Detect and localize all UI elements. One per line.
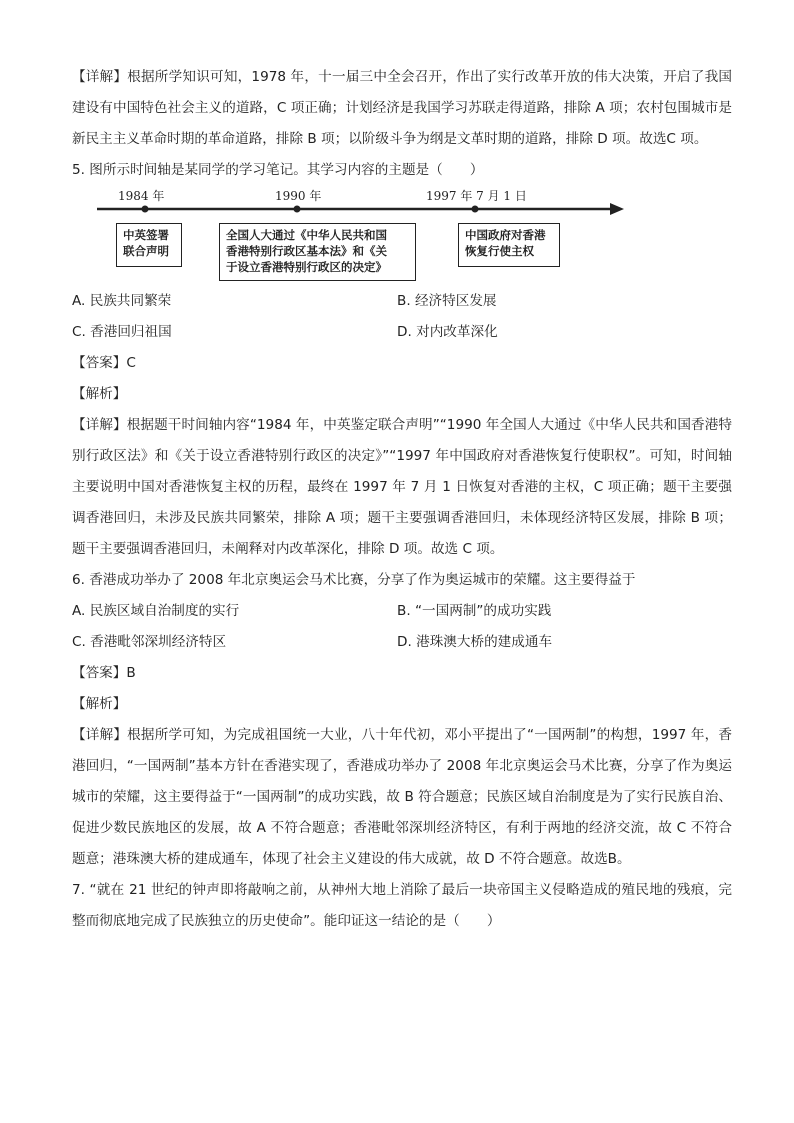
q5-option-d: D. 对内改革深化	[397, 324, 498, 340]
q5-options-row1	[72, 286, 732, 317]
timeline-box-1984	[116, 223, 182, 267]
box-line: 中英签署	[123, 228, 169, 242]
q5-stem: 5. 图所示时间轴是某同学的学习笔记。其学习内容的主题是（ ）	[72, 162, 484, 178]
q4-detail: 【详解】根据所学知识可知，1978 年，十一届三中全会召开，作出了实行改革开放的伟大决策，开启了我国建设有中国特色社会主义的道路，C 项正确；计划经济是我国学习苏联走得道路，排除 A 项；农村包围城市是新民主主义革命时期的革命道路，排除 B 项；以阶级斗争为纲是文革时期的道路，排除 D 项。故选C 项。	[72, 69, 732, 147]
timeline-label-1997: 1997 年 7 月 1 日	[426, 189, 527, 203]
q5-option-c: C. 香港回归祖国	[72, 324, 172, 340]
q6-analysis: 【解析】	[72, 696, 127, 712]
q5-answer: 【答案】C	[72, 355, 136, 371]
timeline-box-1990	[219, 223, 416, 281]
box-line: 联合声明	[123, 244, 169, 258]
timeline-label-1990: 1990 年	[275, 189, 322, 203]
box-line: 全国人大通过《中华人民共和国	[226, 228, 387, 242]
q6-answer: 【答案】B	[72, 665, 136, 681]
box-line: 香港特别行政区基本法》和《关	[226, 244, 387, 258]
q5-timeline	[72, 188, 732, 284]
q6-option-d: D. 港珠澳大桥的建成通车	[397, 634, 553, 650]
q5-option-b: B. 经济特区发展	[397, 293, 497, 309]
q7-stem: 7. “就在 21 世纪的钟声即将敲响之前，从神州大地上消除了最后一块帝国主义侵略造成的殖民地的残痕，完整而彻底地完成了民族独立的历史使命”。能印证这一结论的是（ ）	[72, 882, 732, 929]
q5-analysis: 【解析】	[72, 386, 127, 402]
timeline-label-1984: 1984 年	[118, 189, 165, 203]
q6-detail: 【详解】根据所学可知，为完成祖国统一大业，八十年代初，邓小平提出了“一国两制”的构想，1997 年，香港回归，“一国两制”基本方针在香港实现了，香港成功举办了 2008 年北京奥运会马术比赛，分享了作为奥运城市的荣耀，这主要得益于“一国两制”的成功实践，故 B 符合题意；民族区域自治制度是为了实行民族自治、促进少数民族地区的发展，故 A 不符合题意；香港毗邻深圳经济特区，有利于两地的经济交流，故 C 不符合题意；港珠澳大桥的建成通车，体现了社会主义建设的伟大成就，故 D 不符合题意。故选B。	[72, 727, 732, 867]
document-page	[72, 62, 732, 937]
box-line: 恢复行使主权	[465, 244, 534, 258]
box-line: 中国政府对香港	[465, 228, 546, 242]
q6-stem: 6. 香港成功举办了 2008 年北京奥运会马术比赛，分享了作为奥运城市的荣耀。这主要得益于	[72, 572, 636, 588]
timeline-box-1997	[458, 223, 560, 267]
q6-option-b: B. “一国两制”的成功实践	[397, 603, 552, 619]
q6-options-row1	[72, 596, 732, 627]
q5-options-row2	[72, 317, 732, 348]
box-line: 于设立香港特别行政区的决定》	[226, 260, 387, 274]
q5-option-a: A. 民族共同繁荣	[72, 293, 172, 309]
q6-option-a: A. 民族区域自治制度的实行	[72, 603, 240, 619]
q5-detail: 【详解】根据题干时间轴内容“1984 年，中英鉴定联合声明”“1990 年全国人大通过《中华人民共和国香港特别行政区法》和《关于设立香港特别行政区的决定》”“1997 年中国政府对香港恢复行使职权”。可知，时间轴主要说明中国对香港恢复主权的历程，最终在 1997 年 7 月 1 日恢复对香港的主权，C 项正确；题干主要强调香港回归，未涉及民族共同繁荣，排除 A 项；题干主要强调香港回归，未体现经济特区发展，排除 B 项；题干主要强调香港回归，未阐释对内改革深化，排除 D 项。故选 C 项。	[72, 417, 732, 557]
q6-option-c: C. 香港毗邻深圳经济特区	[72, 634, 227, 650]
q6-options-row2	[72, 627, 732, 658]
